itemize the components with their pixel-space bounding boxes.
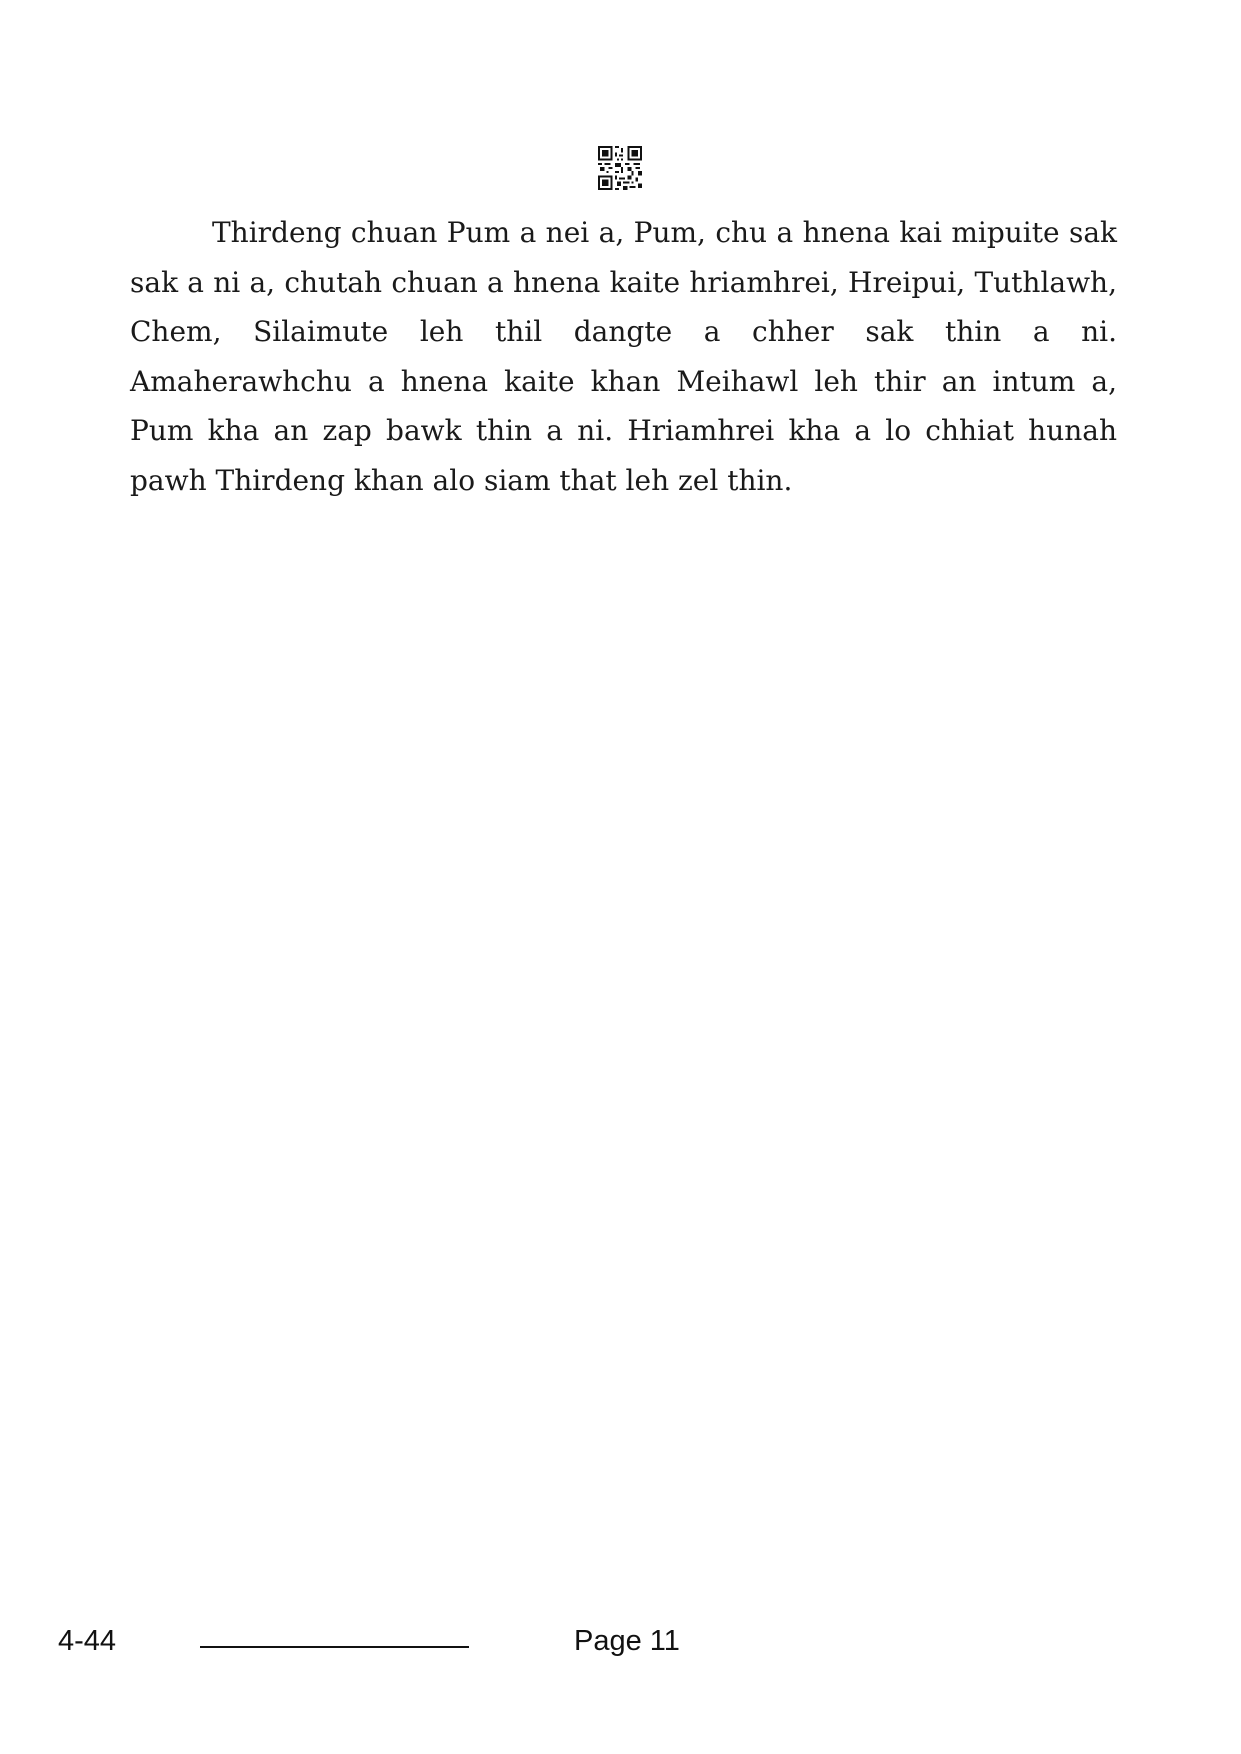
footer-divider [200,1646,469,1648]
footer-page-number: Page 11 [574,1625,680,1657]
qr-code-icon [598,146,642,190]
footer-document-code: 4-44 [58,1625,117,1657]
story-paragraph: Thirdeng chuan Pum a nei a, Pum, chu a hnena kai mipuite sak sak a ni a, chutah chuan a hnena kaite hriamhrei, Hreipui, Tuthlawh, Chem, Silaimute leh thil dangte a chher sak thin a ni. Amaherawhchu a hnena kaite khan Meihawl leh thir an intum a, Pum kha an zap bawk thin a ni. Hriamhrei kha a lo chhiat hunah pawh Thirdeng khan alo siam that leh zel thin. [130,216,1117,497]
